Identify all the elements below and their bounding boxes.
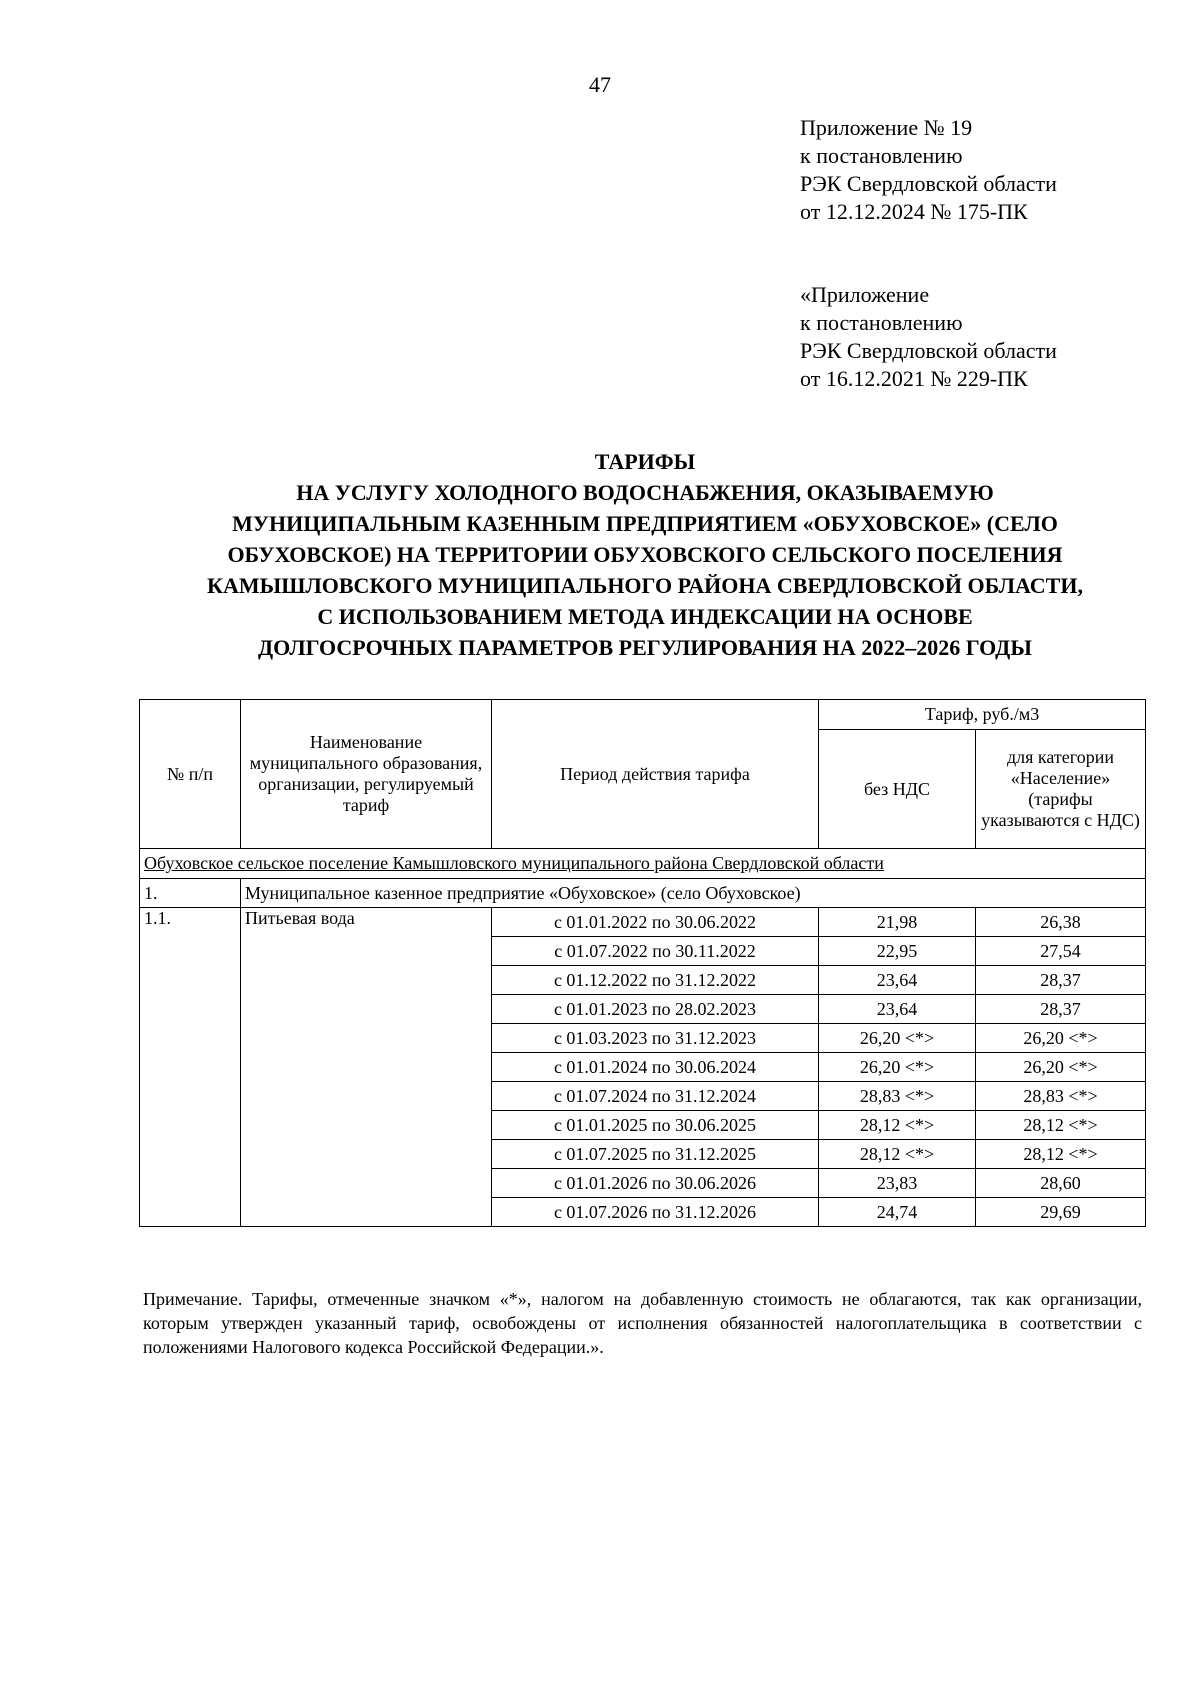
appendix-original-line: к постановлению bbox=[800, 310, 963, 335]
no-vat-cell: 22,95 bbox=[819, 937, 976, 966]
table-row bbox=[140, 908, 1146, 937]
appendix-current-line: от 12.12.2024 № 175-ПК bbox=[800, 199, 1028, 224]
period-cell: с 01.01.2023 по 28.02.2023 bbox=[492, 995, 819, 1024]
appendix-current-line: к постановлению bbox=[800, 143, 963, 168]
population-cell: 26,38 bbox=[976, 908, 1146, 937]
no-vat-cell: 28,12 <*> bbox=[819, 1140, 976, 1169]
title-line: МУНИЦИПАЛЬНЫМ КАЗЕННЫМ ПРЕДПРИЯТИЕМ «ОБУХОВСКОЕ» (СЕЛО bbox=[232, 511, 1058, 536]
period-cell: с 01.12.2022 по 31.12.2022 bbox=[492, 966, 819, 995]
header-name: Наименование муниципального образования, организации, регулируемый тариф bbox=[241, 700, 492, 849]
title-line: КАМЫШЛОВСКОГО МУНИЦИПАЛЬНОГО РАЙОНА СВЕРДЛОВСКОЙ ОБЛАСТИ, bbox=[207, 573, 1083, 598]
period-cell: с 01.03.2023 по 31.12.2023 bbox=[492, 1024, 819, 1053]
appendix-original-line: от 16.12.2021 № 229-ПК bbox=[800, 366, 1028, 391]
population-cell: 26,20 <*> bbox=[976, 1024, 1146, 1053]
org-name: Муниципальное казенное предприятие «Обуховское» (село Обуховское) bbox=[241, 879, 1146, 908]
section-heading: Обуховское сельское поселение Камышловского муниципального района Свердловской области bbox=[140, 849, 1146, 879]
page-number: 47 bbox=[589, 72, 611, 97]
appendix-original bbox=[800, 281, 1057, 393]
header-tariff-group: Тариф, руб./м3 bbox=[819, 700, 1146, 730]
header-period: Период действия тарифа bbox=[492, 700, 819, 849]
header-num: № п/п bbox=[140, 700, 241, 849]
header-population: для категории «Население» (тарифы указываются с НДС) bbox=[976, 730, 1146, 849]
population-cell: 28,12 <*> bbox=[976, 1140, 1146, 1169]
population-cell: 28,12 <*> bbox=[976, 1111, 1146, 1140]
appendix-current-line: Приложение № 19 bbox=[800, 115, 973, 140]
no-vat-cell: 28,83 <*> bbox=[819, 1082, 976, 1111]
title-line: ТАРИФЫ bbox=[594, 449, 696, 474]
no-vat-cell: 26,20 <*> bbox=[819, 1024, 976, 1053]
no-vat-cell: 28,12 <*> bbox=[819, 1111, 976, 1140]
title-line: ОБУХОВСКОЕ) НА ТЕРРИТОРИИ ОБУХОВСКОГО СЕЛЬСКОГО ПОСЕЛЕНИЯ bbox=[227, 542, 1063, 567]
population-cell: 28,83 <*> bbox=[976, 1082, 1146, 1111]
appendix-original-line: «Приложение bbox=[800, 282, 930, 307]
no-vat-cell: 24,74 bbox=[819, 1198, 976, 1227]
tariff-table bbox=[139, 699, 1146, 1227]
footnote: Примечание. Тарифы, отмеченные значком «*», налогом на добавленную стоимость не облагаются, так как организации, которым утвержден указанный тариф, освобождены от исполнения обязанностей налогоплательщика в соответствии с положениями Налогового кодекса Российской Федерации.». bbox=[143, 1289, 1142, 1357]
org-num: 1. bbox=[140, 879, 241, 908]
title-line: НА УСЛУГУ ХОЛОДНОГО ВОДОСНАБЖЕНИЯ, ОКАЗЫВАЕМУЮ bbox=[296, 480, 994, 505]
population-cell: 28,60 bbox=[976, 1169, 1146, 1198]
period-cell: с 01.01.2026 по 30.06.2026 bbox=[492, 1169, 819, 1198]
no-vat-cell: 23,83 bbox=[819, 1169, 976, 1198]
header-no-vat: без НДС bbox=[819, 730, 976, 849]
period-cell: с 01.01.2025 по 30.06.2025 bbox=[492, 1111, 819, 1140]
title-line: С ИСПОЛЬЗОВАНИЕМ МЕТОДА ИНДЕКСАЦИИ НА ОСНОВЕ bbox=[317, 604, 973, 629]
period-cell: с 01.07.2022 по 30.11.2022 bbox=[492, 937, 819, 966]
population-cell: 27,54 bbox=[976, 937, 1146, 966]
document-title bbox=[130, 446, 1160, 663]
no-vat-cell: 21,98 bbox=[819, 908, 976, 937]
appendix-current-line: РЭК Свердловской области bbox=[800, 171, 1057, 196]
no-vat-cell: 26,20 <*> bbox=[819, 1053, 976, 1082]
population-cell: 29,69 bbox=[976, 1198, 1146, 1227]
period-cell: с 01.01.2024 по 30.06.2024 bbox=[492, 1053, 819, 1082]
population-cell: 28,37 bbox=[976, 966, 1146, 995]
population-cell: 28,37 bbox=[976, 995, 1146, 1024]
item-num: 1.1. bbox=[140, 908, 241, 1227]
appendix-original-line: РЭК Свердловской области bbox=[800, 338, 1057, 363]
appendix-current bbox=[800, 114, 1057, 226]
period-cell: с 01.07.2024 по 31.12.2024 bbox=[492, 1082, 819, 1111]
period-cell: с 01.07.2026 по 31.12.2026 bbox=[492, 1198, 819, 1227]
period-cell: с 01.07.2025 по 31.12.2025 bbox=[492, 1140, 819, 1169]
title-line: ДОЛГОСРОЧНЫХ ПАРАМЕТРОВ РЕГУЛИРОВАНИЯ НА 2022–2026 ГОДЫ bbox=[258, 635, 1032, 660]
no-vat-cell: 23,64 bbox=[819, 966, 976, 995]
no-vat-cell: 23,64 bbox=[819, 995, 976, 1024]
item-name: Питьевая вода bbox=[241, 908, 492, 1227]
population-cell: 26,20 <*> bbox=[976, 1053, 1146, 1082]
period-cell: с 01.01.2022 по 30.06.2022 bbox=[492, 908, 819, 937]
